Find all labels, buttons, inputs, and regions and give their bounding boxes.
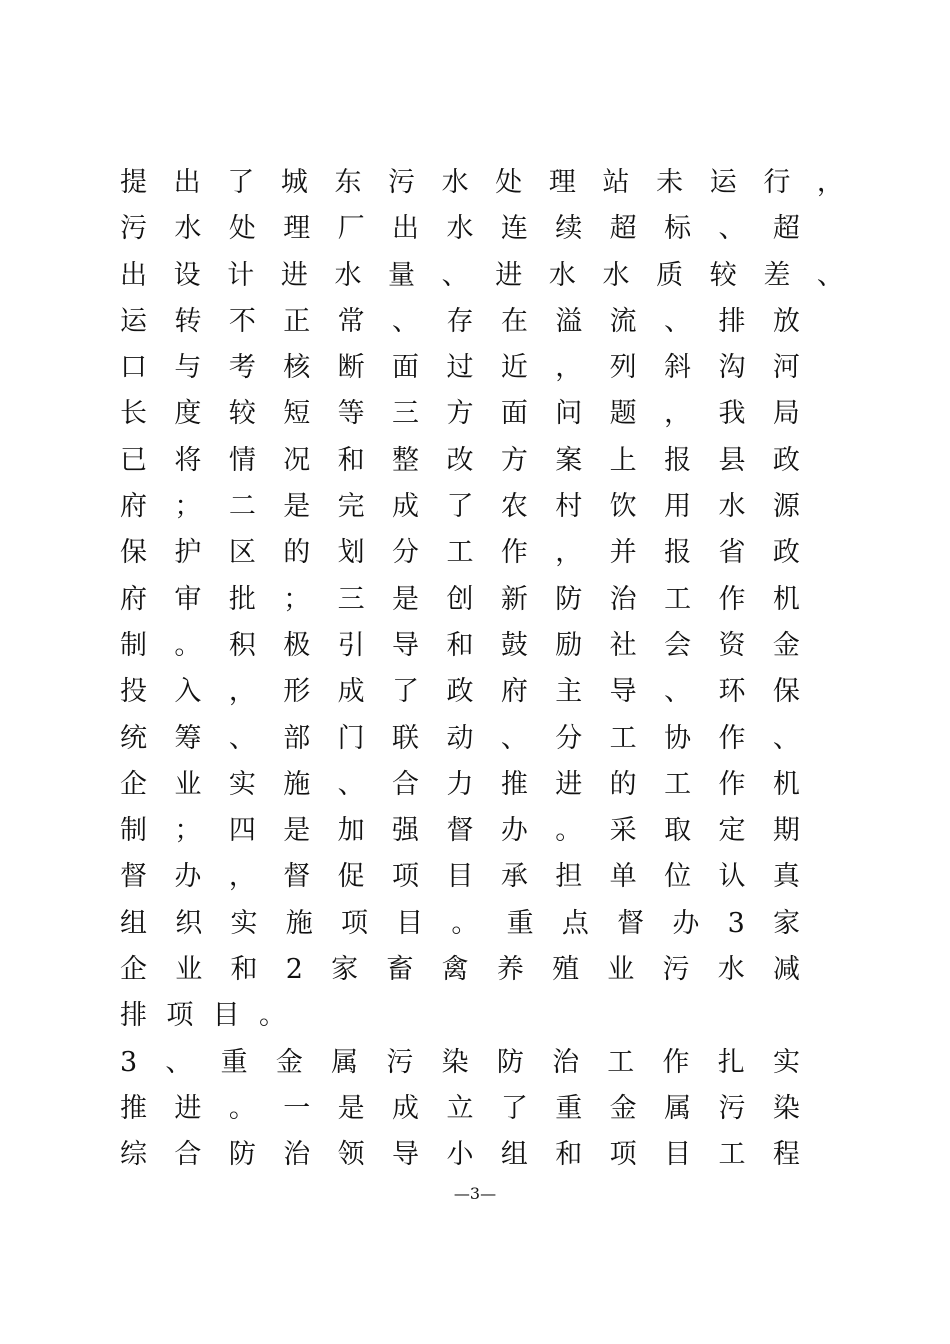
text-line-10: 府 审 批 ； 三 是 创 新 防 治 工 作 机: [120, 583, 800, 615]
body-text: [120, 160, 860, 1179]
text-line-22: 综 合 防 治 领 导 小 组 和 项 目 工 程: [120, 1139, 800, 1171]
text-line-4: 运 转 不 正 常 、 存 在 溢 流 、 排 放: [120, 305, 800, 337]
text-line-6: 长 度 较 短 等 三 方 面 问 题 ， 我 局: [120, 398, 800, 430]
text-line-9: 保 护 区 的 划 分 工 作 ， 并 报 省 政: [120, 537, 800, 569]
text-line-5: 口 与 考 核 断 面 过 近 ， 列 斜 沟 河: [120, 352, 800, 384]
text-line-13: 统 筹 、 部 门 联 动 、 分 工 协 作 、: [120, 722, 800, 754]
text-line-18: 企 业 和 2 家 畜 禽 养 殖 业 污 水 减: [120, 954, 800, 986]
text-line-19: 排 项 目 。: [120, 1000, 286, 1032]
text-line-8: 府 ； 二 是 完 成 了 农 村 饮 用 水 源: [120, 491, 800, 523]
text-line-21: 推 进 。 一 是 成 立 了 重 金 属 污 染: [120, 1092, 800, 1124]
text-line-17: 组 织 实 施 项 目 。 重 点 督 办 3 家: [120, 907, 800, 939]
text-line-7: 已 将 情 况 和 整 改 方 案 上 报 县 政: [120, 444, 800, 476]
page-number: —3—: [453, 1184, 497, 1203]
text-line-2: 污 水 处 理 厂 出 水 连 续 超 标 、 超: [120, 213, 800, 245]
text-line-12: 投 入 ， 形 成 了 政 府 主 导 、 环 保: [120, 676, 800, 708]
text-line-11: 制 。 积 极 引 导 和 鼓 励 社 会 资 金: [120, 629, 800, 661]
text-line-16: 督 办 ， 督 促 项 目 承 担 单 位 认 真: [120, 861, 800, 893]
text-line-15: 制 ； 四 是 加 强 督 办 。 采 取 定 期: [120, 815, 800, 847]
text-line-1: 提 出 了 城 东 污 水 处 理 站 未 运 行 ，: [120, 167, 844, 198]
text-line-3: 出 设 计 进 水 量 、 进 水 水 质 较 差 、: [120, 259, 844, 291]
text-line-20: 3 、 重 金 属 污 染 防 治 工 作 扎 实: [120, 1046, 800, 1078]
text-line-14: 企 业 实 施 、 合 力 推 进 的 工 作 机: [120, 768, 800, 800]
